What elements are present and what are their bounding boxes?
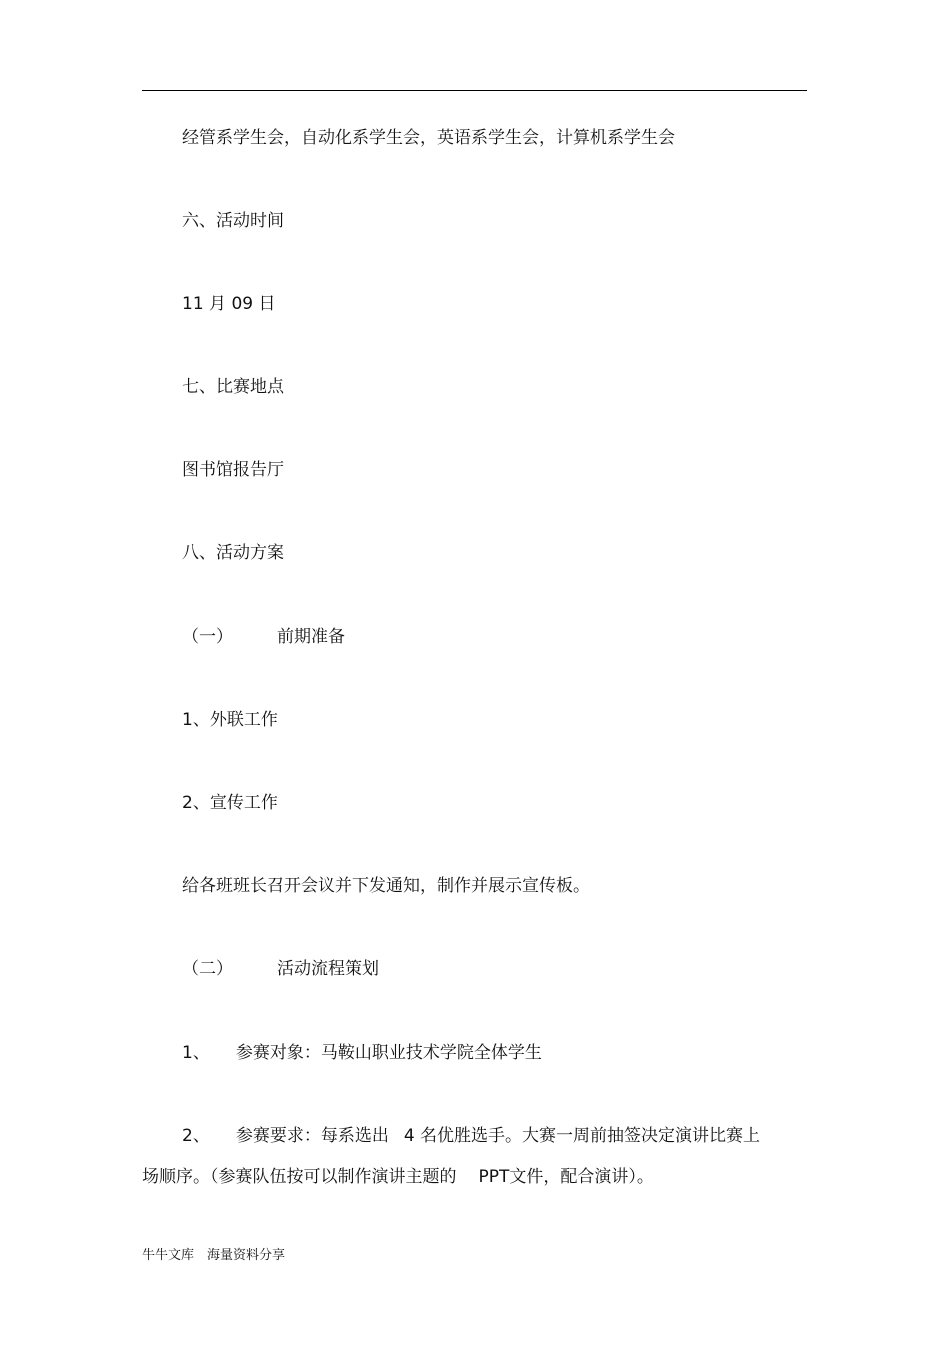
heading-activity-time: 六、活动时间 [182, 211, 284, 231]
footer-watermark: 牛牛文库 海量资料分享 [142, 1248, 286, 1263]
paragraph-venue: 图书馆报告厅 [182, 460, 284, 480]
item-requirements-text-3: 场顺序。（参赛队伍按可以制作演讲主题的 [142, 1167, 457, 1187]
paragraph-date: 11 月 09 日 [182, 294, 276, 314]
subheading-process-number: （二） [182, 959, 233, 979]
paragraph-organizers: 经管系学生会，自动化系学生会，英语系学生会，计算机系学生会 [182, 128, 675, 148]
item-requirements-text-4: PPT文件，配合演讲）。 [478, 1167, 654, 1187]
subheading-preparation [182, 625, 345, 649]
item-requirements-continued [142, 1165, 654, 1189]
subheading-process [182, 957, 379, 981]
item-requirements-text-1: 参赛要求：每系选出 [235, 1126, 389, 1146]
subheading-preparation-number: （一） [182, 627, 233, 647]
paragraph-publicity-detail: 给各班班长召开会议并下发通知，制作并展示宣传板。 [182, 876, 590, 896]
heading-activity-plan: 八、活动方案 [182, 543, 284, 563]
header-rule [142, 90, 807, 91]
item-participants-number: 1、 [182, 1043, 210, 1063]
item-participants-text: 参赛对象：马鞍山职业技术学院全体学生 [235, 1043, 542, 1063]
item-requirements [182, 1124, 760, 1148]
item-external-liaison: 1、外联工作 [182, 710, 278, 730]
item-participants [182, 1041, 542, 1065]
heading-venue: 七、比赛地点 [182, 377, 284, 397]
item-requirements-text-2: 4 名优胜选手。大赛一周前抽签决定演讲比赛上 [403, 1126, 761, 1146]
subheading-process-title: 活动流程策划 [277, 959, 379, 979]
subheading-preparation-title: 前期准备 [277, 627, 345, 647]
item-publicity: 2、宣传工作 [182, 793, 278, 813]
item-requirements-number: 2、 [182, 1126, 210, 1146]
